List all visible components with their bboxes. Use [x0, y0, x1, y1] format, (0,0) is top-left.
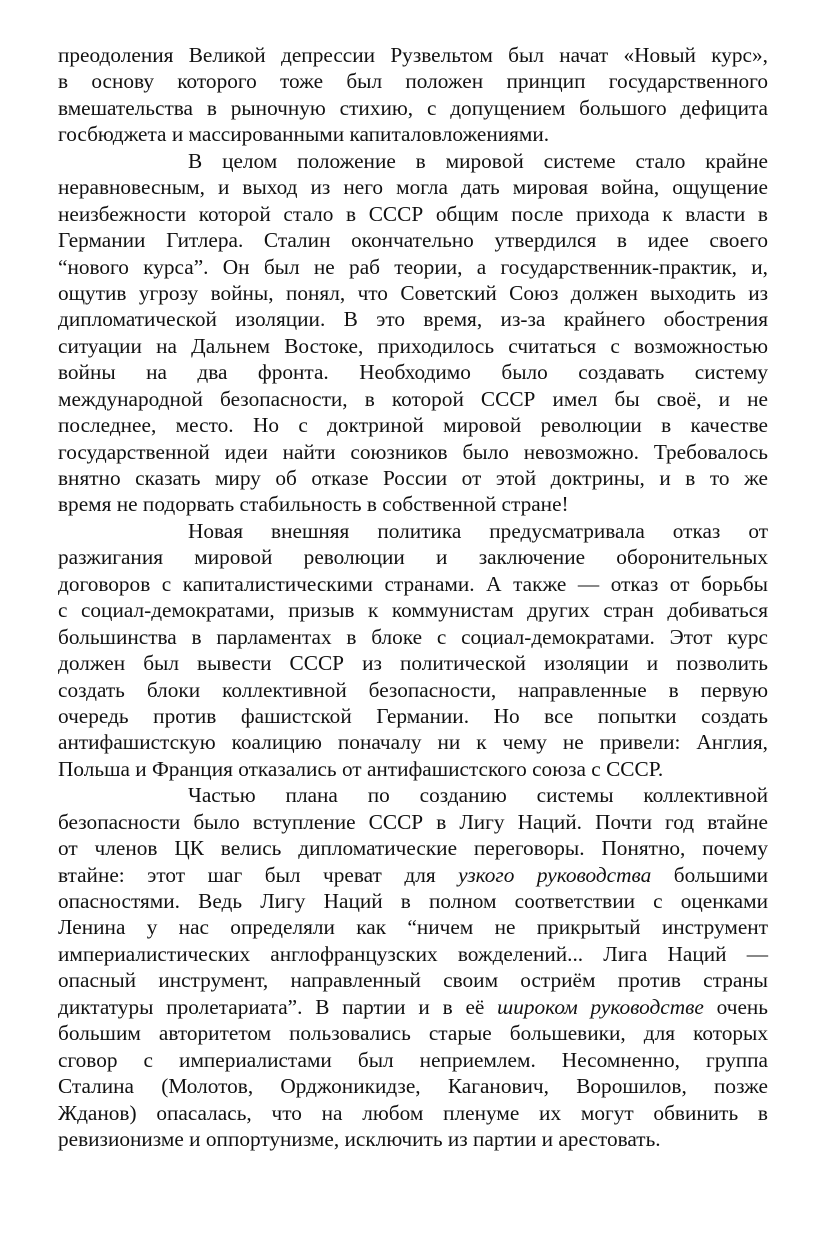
text-segment: очередь против фашистской Германии. Но все попытки создать — [58, 703, 768, 728]
text-segment: должен был вывести СССР из политической изоляции и позволить — [58, 651, 768, 676]
italic-text: узкого руководства — [458, 862, 652, 887]
text-segment: диктатуры пролетариата”. В партии и в её — [58, 994, 498, 1019]
text-segment: ощутив угрозу войны, понял, что Советский Союз должен выходить из — [58, 280, 768, 305]
text-segment: Сталина (Молотов, Орджоникидзе, Каганович, Ворошилов, позже — [58, 1074, 768, 1099]
text-segment: международной безопасности, в которой СССР имел бы своё, и не — [58, 386, 768, 411]
text-line — [58, 729, 768, 755]
text-line — [58, 756, 768, 782]
text-line — [58, 95, 768, 121]
text-segment: антифашистскую коалицию поначалу ни к чему не привели: Англия, — [58, 730, 768, 755]
text-line — [58, 386, 768, 412]
text-line — [58, 254, 768, 280]
text-segment: внятно сказать миру об отказе России от этой доктрины, и в то же — [58, 466, 768, 490]
text-segment: сговор с империалистами был неприемлем. Несомненно, группа — [58, 1047, 768, 1072]
text-line — [58, 439, 768, 465]
text-segment: очень — [703, 994, 769, 1019]
text-segment: Новая внешняя политика предусматривала отказ от — [188, 518, 768, 543]
italic-text: широком руководстве — [497, 994, 704, 1019]
text-line — [58, 359, 768, 385]
text-segment: ревизионизме и оппортунизме, исключить из партии и арестовать. — [58, 1126, 661, 1151]
text-segment: дипломатической изоляции. В это время, из-за крайнего обострения — [58, 307, 768, 332]
text-segment: вмешательства в рыночную стихию, с допущением большого дефицита — [58, 95, 768, 120]
text-segment: создать блоки коллективной безопасности, направленные в первую — [58, 677, 768, 702]
paragraph — [58, 518, 768, 782]
document-page — [58, 42, 768, 1152]
document-body-text — [58, 42, 768, 1152]
text-line — [58, 227, 768, 253]
text-segment: большинства в парламентах в блоке с социал-демократами. Этот курс — [58, 624, 768, 649]
text-segment: Ленина у нас определяли как “ничем не прикрытый инструмент — [58, 915, 768, 940]
paragraph — [58, 782, 768, 1152]
text-segment: войны на два фронта. Необходимо было создавать систему — [58, 360, 768, 385]
text-segment: безопасности было вступление СССР в Лигу Наций. Почти год втайне — [58, 809, 768, 834]
text-line — [58, 201, 768, 227]
text-segment: неравновесным, и выход из него могла дать мировая война, ощущение — [58, 175, 768, 200]
text-line — [58, 914, 768, 940]
text-line — [58, 941, 768, 967]
text-line — [58, 1100, 768, 1126]
text-line — [58, 42, 768, 68]
text-line — [58, 1126, 768, 1152]
text-line — [58, 1047, 768, 1073]
text-line — [58, 68, 768, 94]
text-segment: разжигания мировой революции и заключение оборонительных — [58, 545, 768, 570]
text-segment: государственной идеи найти союзников было невозможно. Требовалось — [58, 439, 768, 464]
text-line — [58, 862, 768, 888]
text-segment: ситуации на Дальнем Востоке, приходилось считаться с возможностью — [58, 333, 768, 358]
text-line — [58, 412, 768, 438]
text-segment: Польша и Франция отказались от антифашистского союза с СССР. — [58, 756, 664, 781]
text-line — [58, 782, 768, 808]
text-line — [58, 888, 768, 914]
text-segment: Частью плана по созданию системы коллективной — [188, 783, 768, 808]
text-line — [58, 544, 768, 570]
text-line — [58, 174, 768, 200]
text-segment: в основу которого тоже был положен принцип государственного — [58, 69, 768, 94]
text-segment: опасностями. Ведь Лигу Наций в полном соответствии с оценками — [58, 889, 768, 913]
text-line — [58, 677, 768, 703]
text-segment: неизбежности которой стало в СССР общим после прихода к власти в — [58, 201, 768, 226]
text-line — [58, 624, 768, 650]
text-segment: Жданов) опасалась, что на любом пленуме их могут обвинить в — [58, 1100, 768, 1125]
text-line — [58, 1020, 768, 1046]
text-segment: “нового курса”. Он был не раб теории, а государственник-практик, и, — [58, 254, 768, 279]
text-line — [58, 809, 768, 835]
text-line — [58, 967, 768, 993]
text-line — [58, 148, 768, 174]
text-segment: империалистических англофранцузских вожделений... Лига Наций — — [58, 941, 768, 966]
text-segment: от членов ЦК велись дипломатические переговоры. Понятно, почему — [58, 836, 768, 861]
text-line — [58, 280, 768, 306]
text-line — [58, 835, 768, 861]
text-segment: время не подорвать стабильность в собственной стране! — [58, 492, 569, 517]
text-segment: с социал-демократами, призыв к коммунистам других стран добиваться — [58, 598, 768, 623]
text-segment: большим авторитетом пользовались старые большевики, для которых — [58, 1021, 768, 1046]
text-line — [58, 994, 768, 1020]
text-line — [58, 650, 768, 676]
text-segment: большими — [651, 862, 768, 887]
text-segment: опасный инструмент, направленный своим остриём против страны — [58, 968, 768, 993]
paragraph — [58, 148, 768, 518]
text-segment: последнее, место. Но с доктриной мировой революции в качестве — [58, 413, 768, 438]
text-segment: договоров с капиталистическими странами. А также — отказ от борьбы — [58, 571, 768, 596]
text-line — [58, 306, 768, 332]
text-line — [58, 121, 768, 147]
text-segment: госбюджета и массированными капиталовложениями. — [58, 122, 550, 147]
text-segment: В целом положение в мировой системе стало крайне — [188, 148, 768, 173]
text-line — [58, 465, 768, 491]
text-segment: втайне: этот шаг был чреват для — [58, 862, 459, 887]
text-line — [58, 491, 768, 517]
text-line — [58, 1073, 768, 1099]
paragraph — [58, 42, 768, 148]
text-line — [58, 518, 768, 544]
text-segment: преодоления Великой депрессии Рузвельтом был начат «Новый курс», — [58, 43, 768, 67]
text-segment: Германии Гитлера. Сталин окончательно утвердился в идее своего — [58, 228, 768, 253]
text-line — [58, 333, 768, 359]
text-line — [58, 571, 768, 597]
text-line — [58, 597, 768, 623]
text-line — [58, 703, 768, 729]
